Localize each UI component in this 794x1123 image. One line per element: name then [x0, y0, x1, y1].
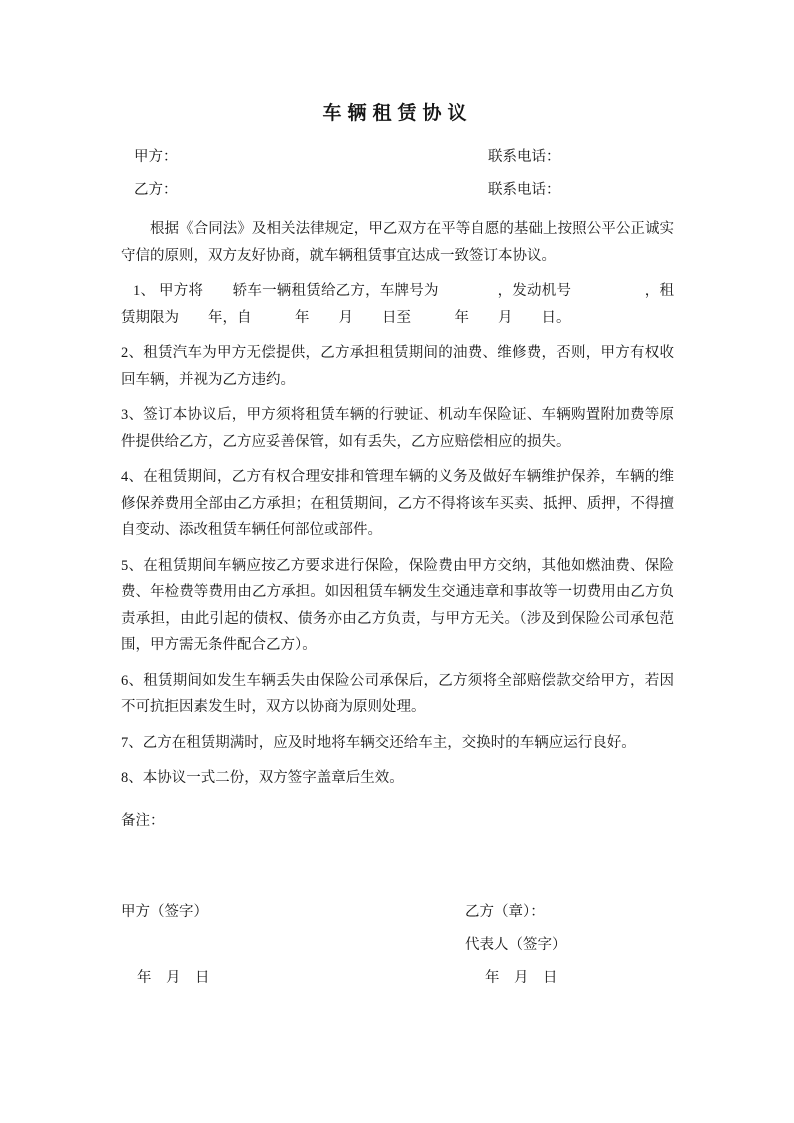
clause-2: 2、租赁汽车为甲方无偿提供，乙方承担租赁期间的油费、维修费，否则，甲方有权收回车辆，并视为乙方违约。	[121, 345, 674, 388]
party-b-date-blanks: 年 月 日	[485, 970, 558, 986]
party-b-seal-label: 乙方（章）：	[465, 904, 545, 920]
clause-3: 3、签订本协议后，甲方须将租赁车辆的行驶证、机动车保险证、车辆购置附加费等原件提供给乙方，乙方应妥善保管，如有丢失，乙方应赔偿相应的损失。	[121, 407, 674, 450]
date-row	[121, 962, 674, 995]
representative-row	[121, 929, 674, 962]
party-a-date-blanks: 年 月 日	[137, 970, 210, 986]
clause-5: 5、在租赁期间车辆应按乙方要求进行保险，保险费由甲方交纳，其他如燃油费、保险费、年检费等费用由乙方承担。如因租赁车辆发生交通违章和事故等一切费用由乙方负责承担，由此引起的债权、债务亦由乙方负责，与甲方无关。（涉及到保险公司承包范围，甲方需无条件配合乙方）。	[121, 557, 674, 653]
signature-row	[121, 896, 674, 929]
contract-content	[121, 98, 674, 995]
clause-8: 8、本协议一式二份，双方签字盖章后生效。	[121, 770, 404, 786]
clause-4: 4、在租赁期间，乙方有权合理安排和管理车辆的义务及做好车辆维护保养，车辆的维修保养费用全部由乙方承担；在租赁期间，乙方不得将该车买卖、抵押、质押，不得擅自变动、添改租赁车辆任何部位或部件。	[121, 469, 674, 538]
party-a-label: 甲方：	[134, 149, 178, 165]
party-b-row	[121, 174, 674, 207]
intro-paragraph: 根据《合同法》及相关法律规定，甲乙双方在平等自愿的基础上按照公平公正诚实守信的原则，双方友好协商，就车辆租赁事宜达成一致签订本协议。	[121, 221, 674, 264]
party-a-phone-label: 联系电话：	[488, 149, 561, 165]
clause-7: 7、乙方在租赁期满时，应及时地将车辆交还给车主，交换时的车辆应运行良好。	[121, 734, 636, 751]
clause-1: 1、 甲方将 轿车一辆租赁给乙方，车牌号为 ，发动机号 ，租赁期限为 年，自 年 月 日至 年 月 日。	[121, 283, 674, 326]
signature-section	[121, 896, 674, 995]
party-a-row	[121, 141, 674, 174]
document-title: 车辆租赁协议	[322, 103, 473, 124]
representative-label: 代表人（签字）	[465, 937, 567, 953]
remarks-label: 备注：	[121, 812, 165, 829]
party-a-signature-label: 甲方（签字）	[121, 904, 208, 920]
party-b-phone-label: 联系电话：	[488, 182, 561, 198]
party-b-label: 乙方：	[134, 182, 178, 198]
clause-6: 6、租赁期间如发生车辆丢失由保险公司承保后，乙方须将全部赔偿款交给甲方，若因不可抗拒因素发生时，双方以协商为原则处理。	[121, 672, 674, 715]
